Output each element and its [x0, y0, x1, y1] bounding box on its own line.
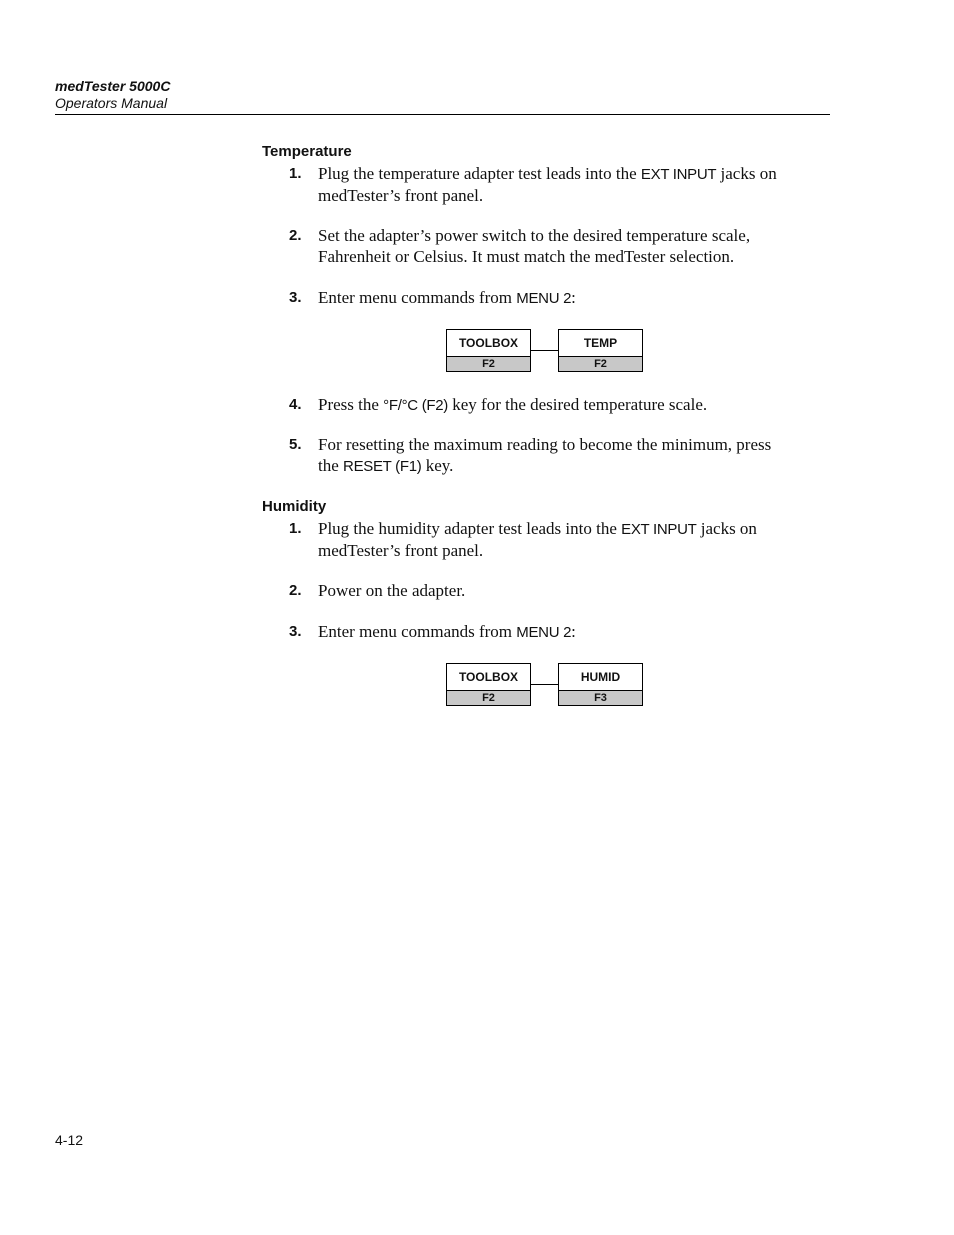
manual-subtitle: Operators Manual [55, 95, 168, 111]
step-text: Power on the adapter. [318, 581, 466, 600]
menu-function-key: F3 [559, 691, 642, 705]
menu-label: TOOLBOX [447, 330, 530, 357]
menu-box-humid [558, 663, 643, 706]
humidity-heading: Humidity [262, 498, 327, 515]
menu-label: TOOLBOX [447, 664, 530, 691]
menu-box-toolbox [446, 663, 531, 706]
step-number: 2. [289, 227, 302, 244]
menu-function-key: F2 [447, 691, 530, 705]
manual-title: medTester 5000C [55, 78, 171, 94]
key-menu-2: MENU 2 [516, 624, 572, 641]
step-number: 5. [289, 436, 302, 453]
menu-label: HUMID [559, 664, 642, 691]
step-number: 3. [289, 289, 302, 306]
key-ext-input: EXT INPUT [640, 166, 717, 183]
page-header [55, 78, 830, 112]
menu-connector-line [531, 350, 558, 351]
humidity-menu-diagram [446, 663, 643, 706]
key-ext-input: EXT INPUT [621, 521, 697, 538]
step-text: Enter menu commands from MENU 2: [318, 622, 576, 641]
temperature-menu-diagram [446, 329, 643, 372]
key-menu-2: MENU 2 [516, 290, 572, 307]
menu-connector-line [531, 684, 558, 685]
menu-box-toolbox [446, 329, 531, 372]
temperature-heading: Temperature [262, 143, 352, 160]
step-text: Enter menu commands from MENU 2: [318, 288, 576, 307]
key-f-c-f2: °F/°C (F2) [383, 397, 448, 414]
step-number: 1. [289, 520, 302, 537]
step-text: Plug the humidity adapter test leads into the EXT INPUT jacks on medTester’s front panel. [318, 519, 757, 560]
menu-box-temp [558, 329, 643, 372]
step-number: 4. [289, 396, 302, 413]
menu-label: TEMP [559, 330, 642, 357]
step-number: 2. [289, 582, 302, 599]
step-text: Press the °F/°C (F2) key for the desired temperature scale. [318, 395, 708, 414]
step-text: Set the adapter’s power switch to the desired temperature scale, Fahrenheit or Celsius. It must match the medTester selection. [318, 226, 751, 266]
step-number: 3. [289, 623, 302, 640]
menu-function-key: F2 [559, 357, 642, 371]
key-reset-f1: RESET (F1) [343, 458, 422, 475]
step-number: 1. [289, 165, 302, 182]
step-text: Plug the temperature adapter test leads into the EXT INPUT jacks on medTester’s front panel. [318, 164, 777, 205]
page-number: 4-12 [55, 1132, 84, 1148]
header-divider [55, 114, 830, 115]
step-text: For resetting the maximum reading to become the minimum, press the RESET (F1) key. [318, 435, 772, 475]
menu-function-key: F2 [447, 357, 530, 371]
